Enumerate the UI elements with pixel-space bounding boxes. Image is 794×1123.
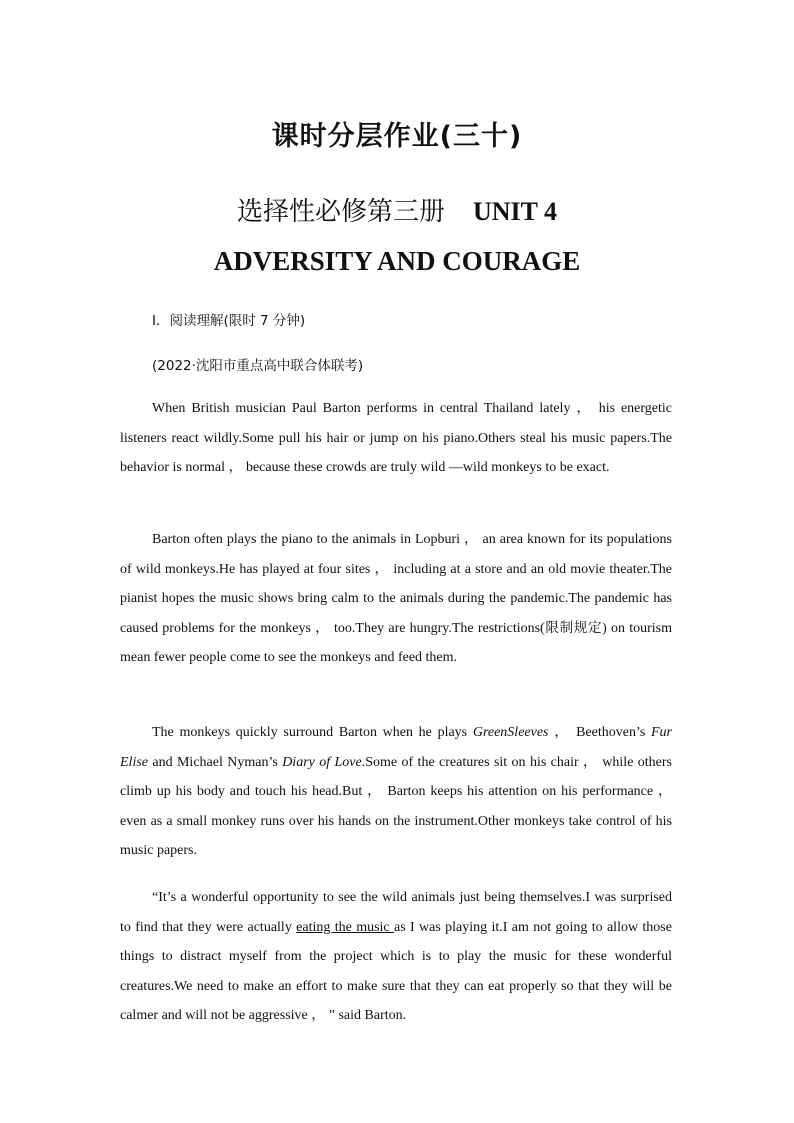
unit-number: UNIT 4 (472, 197, 558, 226)
passage-paragraph-4 (120, 883, 672, 1031)
page-title: 课时分层作业(三十) (271, 121, 523, 152)
passage-source: (2022·沈阳市重点高中联合体联考) (152, 358, 364, 374)
paragraph-text: and Michael Nyman’s (148, 754, 283, 770)
section-heading: Ⅰ．阅读理解(限时 7 分钟) (152, 313, 306, 329)
paragraph-text: as I was playing it.I am not going to allow those things to distract myself from the project which is to play the music for these wonderful creatures.We need to make an effort to make sure that they can eat properly so that they will be calmer and will not be aggressive ， ” said Barton. (120, 919, 672, 1023)
underlined-phrase: eating the music (296, 919, 394, 935)
paragraph-text: ) on tourism mean fewer people come to see the monkeys and feed them. (120, 620, 672, 665)
song-title: Fur Elise (120, 725, 672, 770)
paragraph-text: .Some of the creatures sit on his chair ， while others climb up his body and touch his head.But ， Barton keeps his attention on his performance ， even as a small monkey runs over his hands on the instrument.Other monkeys take control of his music papers. (120, 754, 673, 858)
paragraph-text: ， Beethoven’s (548, 725, 651, 740)
unit-theme: ADVERSITY AND COURAGE (213, 246, 581, 276)
song-title: Diary of Love (282, 754, 362, 770)
chinese-gloss: 限制规定 (544, 619, 603, 636)
passage-paragraph-3 (120, 718, 672, 866)
passage-paragraph-2 (120, 525, 672, 673)
paragraph-text: “It’s a wonderful opportunity to see the wild animals just being themselves.I was surprised to find that they were actually (120, 890, 672, 935)
passage-paragraph-1: When British musician Paul Barton performs in central Thailand lately ， his energetic listeners react wildly.Some pull his hair or jump on his piano.Others steal his music papers.The behavior is normal ， because these crowds are truly wild —wild monkeys to be exact. (120, 401, 672, 475)
paragraph-text: Barton often plays the piano to the animals in Lopburi ， an area known for its populations of wild monkeys.He has played at four sites ， including at a store and an old movie theater.The pianist hopes the music shows bring calm to the animals during the pandemic.The pandemic has caused problems for the monkeys ， too.They are hungry.The restrictions( (120, 532, 672, 636)
unit-subtitle (0, 191, 794, 228)
book-name: 选择性必修第三册 (236, 197, 445, 227)
song-title: GreenSleeves (472, 725, 549, 740)
paragraph-text: The monkeys quickly surround Barton when he plays (152, 725, 473, 740)
